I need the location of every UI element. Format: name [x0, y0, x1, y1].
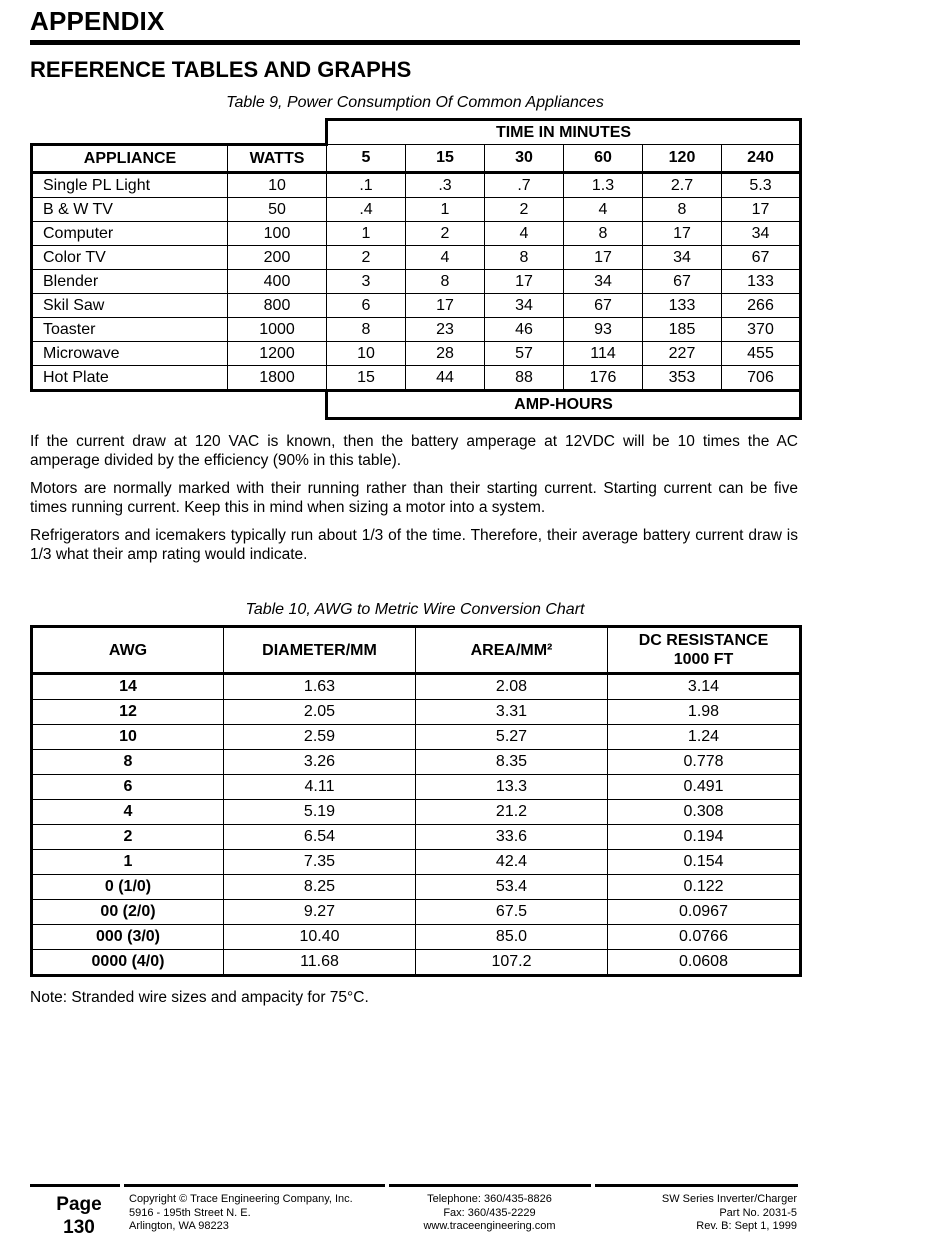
part-number: Part No. 2031-5	[719, 1206, 797, 1219]
resistance-header-line2: 1000 FT	[673, 651, 734, 668]
area-cell: 33.6	[416, 825, 608, 850]
watts-cell: 100	[228, 222, 327, 246]
table-10-body	[32, 674, 801, 976]
footer-contact	[391, 1193, 588, 1234]
awg-cell: 0000 (4/0)	[32, 950, 224, 976]
resistance-cell: 1.24	[608, 725, 801, 750]
watts-column-header: WATTS	[228, 145, 327, 173]
table-row	[32, 198, 801, 222]
area-cell: 2.08	[416, 674, 608, 700]
amp-hours-cell: 8	[327, 318, 406, 342]
amp-hours-cell: 34	[485, 294, 564, 318]
table-row	[32, 270, 801, 294]
area-cell: 3.31	[416, 700, 608, 725]
minutes-column-header: 5	[327, 145, 406, 173]
diameter-cell: 6.54	[224, 825, 416, 850]
area-cell: 67.5	[416, 900, 608, 925]
awg-cell: 000 (3/0)	[32, 925, 224, 950]
awg-cell: 00 (2/0)	[32, 900, 224, 925]
table-row	[32, 294, 801, 318]
diameter-cell: 5.19	[224, 800, 416, 825]
diameter-column-header: DIAMETER/MM	[224, 627, 416, 674]
amp-hours-cell: 706	[722, 366, 801, 391]
table-row	[32, 850, 801, 875]
table-9-header-row	[32, 145, 801, 173]
resistance-column-header	[608, 627, 801, 674]
amp-hours-cell: 67	[564, 294, 643, 318]
diameter-cell: 8.25	[224, 875, 416, 900]
appliance-name-cell: Hot Plate	[32, 366, 228, 391]
copyright-line: Copyright © Trace Engineering Company, Inc.	[129, 1193, 353, 1205]
area-cell: 13.3	[416, 775, 608, 800]
table-row	[32, 775, 801, 800]
watts-cell: 400	[228, 270, 327, 294]
amp-hours-cell: .1	[327, 173, 406, 198]
amp-hours-cell: 34	[643, 246, 722, 270]
amp-hours-cell: .3	[406, 173, 485, 198]
appliance-name-cell: Single PL Light	[32, 173, 228, 198]
amp-hours-cell: 88	[485, 366, 564, 391]
amp-hours-cell: 23	[406, 318, 485, 342]
awg-cell: 10	[32, 725, 224, 750]
watts-cell: 200	[228, 246, 327, 270]
appliance-name-cell: B & W TV	[32, 198, 228, 222]
appliance-column-header: APPLIANCE	[32, 145, 228, 173]
amp-hours-cell: 227	[643, 342, 722, 366]
amp-hours-cell: 353	[643, 366, 722, 391]
address-line-2: Arlington, WA 98223	[129, 1220, 229, 1232]
awg-cell: 14	[32, 674, 224, 700]
table-row	[32, 950, 801, 976]
appliance-name-cell: Toaster	[32, 318, 228, 342]
section-title: APPENDIX	[30, 6, 165, 36]
amp-hours-cell: 4	[406, 246, 485, 270]
awg-cell: 4	[32, 800, 224, 825]
amp-hours-cell: 46	[485, 318, 564, 342]
resistance-header-line1: DC RESISTANCE	[638, 632, 769, 649]
amp-hours-cell: 1.3	[564, 173, 643, 198]
watts-cell: 1800	[228, 366, 327, 391]
amp-hours-cell: 370	[722, 318, 801, 342]
amp-hours-cell: 67	[722, 246, 801, 270]
amp-hours-cell: 266	[722, 294, 801, 318]
diameter-cell: 2.05	[224, 700, 416, 725]
diameter-cell: 4.11	[224, 775, 416, 800]
amp-hours-cell: 2	[327, 246, 406, 270]
amp-hours-cell: 67	[643, 270, 722, 294]
table-row	[32, 725, 801, 750]
area-cell: 107.2	[416, 950, 608, 976]
table-row	[32, 173, 801, 198]
minutes-column-header: 60	[564, 145, 643, 173]
time-in-minutes-header: TIME IN MINUTES	[327, 120, 801, 145]
amp-hours-cell: 17	[406, 294, 485, 318]
minutes-column-header: 240	[722, 145, 801, 173]
amp-hours-cell: 34	[564, 270, 643, 294]
area-cell: 5.27	[416, 725, 608, 750]
amp-hours-cell: 44	[406, 366, 485, 391]
amp-hours-cell: 8	[406, 270, 485, 294]
telephone: Telephone: 360/435-8826	[427, 1193, 552, 1205]
page-label: Page	[56, 1194, 102, 1215]
table-row	[32, 825, 801, 850]
revision: Rev. B: Sept 1, 1999	[696, 1220, 797, 1232]
awg-cell: 0 (1/0)	[32, 875, 224, 900]
amp-hours-label: AMP-HOURS	[327, 391, 801, 419]
amp-hours-cell: 10	[327, 342, 406, 366]
paragraph-ac-to-dc: If the current draw at 120 VAC is known, then the battery amperage at 12VDC will be 10 times the AC amperage divided by the efficiency (90% in this table).	[30, 433, 798, 469]
table-row	[32, 246, 801, 270]
table-row	[32, 900, 801, 925]
paragraph-refrigerators: Refrigerators and icemakers typically run about 1/3 of the time. Therefore, their average battery current draw is 1/3 what their amp rating would indicate.	[30, 527, 798, 563]
watts-cell: 1200	[228, 342, 327, 366]
appliance-name-cell: Blender	[32, 270, 228, 294]
page-title: REFERENCE TABLES AND GRAPHS	[30, 57, 412, 82]
fax: Fax: 360/435-2229	[443, 1206, 536, 1219]
resistance-cell: 0.194	[608, 825, 801, 850]
amp-hours-cell: 5.3	[722, 173, 801, 198]
resistance-cell: 3.14	[608, 674, 801, 700]
amp-hours-cell: 1	[327, 222, 406, 246]
footer-rule	[389, 1184, 591, 1187]
table-row	[32, 925, 801, 950]
amp-hours-cell: 57	[485, 342, 564, 366]
table-10-caption: Table 10, AWG to Metric Wire Conversion Chart	[245, 601, 585, 618]
amp-hours-cell: 28	[406, 342, 485, 366]
resistance-cell: 0.154	[608, 850, 801, 875]
amp-hours-cell: 17	[485, 270, 564, 294]
diameter-cell: 3.26	[224, 750, 416, 775]
amp-hours-cell: 4	[485, 222, 564, 246]
resistance-cell: 0.308	[608, 800, 801, 825]
diameter-cell: 11.68	[224, 950, 416, 976]
amp-hours-cell: 2	[406, 222, 485, 246]
footer-rule	[595, 1184, 798, 1187]
page-number-block	[30, 1193, 128, 1239]
amp-hours-cell: 2.7	[643, 173, 722, 198]
diameter-cell: 9.27	[224, 900, 416, 925]
amp-hours-cell: 17	[722, 198, 801, 222]
footer-rule	[30, 1184, 120, 1187]
area-cell: 21.2	[416, 800, 608, 825]
footer-rule	[124, 1184, 385, 1187]
table-10-header-row	[32, 627, 801, 674]
appliance-name-cell: Skil Saw	[32, 294, 228, 318]
watts-cell: 10	[228, 173, 327, 198]
amp-hours-cell: 8	[643, 198, 722, 222]
watts-cell: 1000	[228, 318, 327, 342]
awg-cell: 1	[32, 850, 224, 875]
amp-hours-cell: 17	[643, 222, 722, 246]
amp-hours-cell: 2	[485, 198, 564, 222]
amp-hours-cell: 1	[406, 198, 485, 222]
table-row	[32, 318, 801, 342]
minutes-column-header: 120	[643, 145, 722, 173]
awg-column-header: AWG	[32, 627, 224, 674]
resistance-cell: 0.0967	[608, 900, 801, 925]
area-cell: 85.0	[416, 925, 608, 950]
amp-hours-cell: 6	[327, 294, 406, 318]
amp-hours-cell: 176	[564, 366, 643, 391]
resistance-cell: 1.98	[608, 700, 801, 725]
area-cell: 53.4	[416, 875, 608, 900]
amp-hours-cell: 8	[564, 222, 643, 246]
watts-cell: 50	[228, 198, 327, 222]
awg-cell: 8	[32, 750, 224, 775]
table-row	[32, 342, 801, 366]
awg-cell: 12	[32, 700, 224, 725]
amp-hours-cell: 114	[564, 342, 643, 366]
watts-cell: 800	[228, 294, 327, 318]
table-9-group-header-row	[32, 120, 801, 145]
amp-hours-cell: 4	[564, 198, 643, 222]
awg-cell: 2	[32, 825, 224, 850]
resistance-cell: 0.491	[608, 775, 801, 800]
table-9-caption: Table 9, Power Consumption Of Common Appliances	[226, 94, 604, 111]
appliance-name-cell: Computer	[32, 222, 228, 246]
appliance-name-cell: Color TV	[32, 246, 228, 270]
minutes-column-header: 15	[406, 145, 485, 173]
section-divider	[30, 40, 800, 45]
diameter-cell: 1.63	[224, 674, 416, 700]
minutes-column-header: 30	[485, 145, 564, 173]
resistance-cell: 0.0766	[608, 925, 801, 950]
area-cell: 42.4	[416, 850, 608, 875]
amp-hours-cell: 133	[643, 294, 722, 318]
diameter-cell: 2.59	[224, 725, 416, 750]
website-link[interactable]: www.traceengineering.com	[423, 1220, 556, 1232]
appliance-power-table	[30, 118, 802, 420]
footer-copyright	[129, 1193, 353, 1234]
resistance-cell: 0.778	[608, 750, 801, 775]
amp-hours-cell: 133	[722, 270, 801, 294]
table-9-body	[32, 173, 801, 391]
amp-hours-cell: 185	[643, 318, 722, 342]
diameter-cell: 10.40	[224, 925, 416, 950]
amp-hours-cell: .4	[327, 198, 406, 222]
appliance-name-cell: Microwave	[32, 342, 228, 366]
area-cell: 8.35	[416, 750, 608, 775]
wire-note: Note: Stranded wire sizes and ampacity for 75°C.	[30, 989, 369, 1006]
amp-hours-cell: 17	[564, 246, 643, 270]
table-row	[32, 750, 801, 775]
amp-hours-cell: 93	[564, 318, 643, 342]
awg-cell: 6	[32, 775, 224, 800]
amp-hours-cell: 34	[722, 222, 801, 246]
resistance-cell: 0.122	[608, 875, 801, 900]
address-line-1: 5916 - 195th Street N. E.	[129, 1206, 251, 1219]
amp-hours-cell: 3	[327, 270, 406, 294]
table-row	[32, 222, 801, 246]
table-9-footer-row	[32, 391, 801, 419]
table-row	[32, 800, 801, 825]
area-column-header: AREA/MM²	[416, 627, 608, 674]
paragraph-motor-current: Motors are normally marked with their running rather than their starting current. Starting current can be five times running current. Keep this in mind when sizing a motor into a system.	[30, 480, 798, 516]
awg-conversion-table	[30, 625, 802, 977]
product-name: SW Series Inverter/Charger	[661, 1193, 797, 1205]
table-row	[32, 700, 801, 725]
amp-hours-cell: 8	[485, 246, 564, 270]
table-row	[32, 674, 801, 700]
table-row	[32, 875, 801, 900]
table-row	[32, 366, 801, 391]
diameter-cell: 7.35	[224, 850, 416, 875]
resistance-cell: 0.0608	[608, 950, 801, 976]
amp-hours-cell: 15	[327, 366, 406, 391]
amp-hours-cell: 455	[722, 342, 801, 366]
page-number: 130	[63, 1217, 95, 1238]
footer-product	[597, 1193, 797, 1234]
amp-hours-cell: .7	[485, 173, 564, 198]
